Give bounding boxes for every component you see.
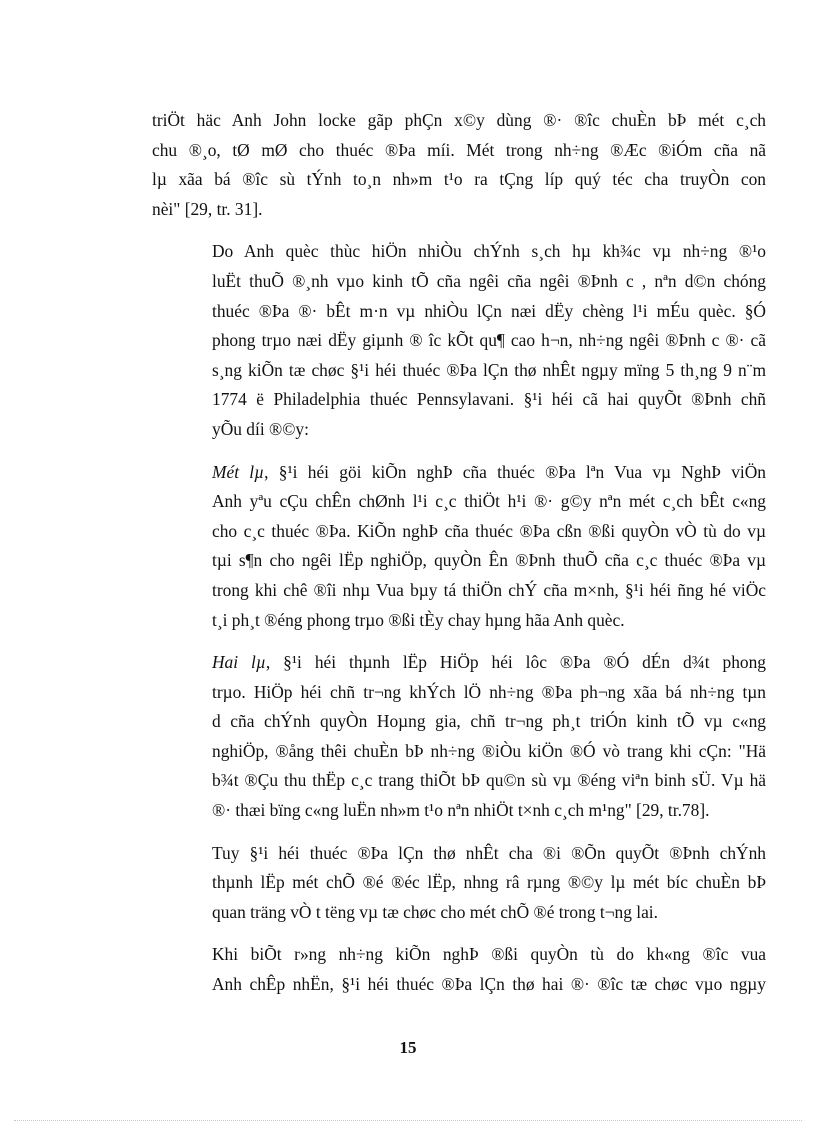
- text-line: thµnh lËp mét chÕ ®é ®éc lËp, nhng râ rµng ®©y lµ mét bíc chuÈn bÞ: [212, 872, 766, 893]
- text-line: d cña chÝnh quyÒn Hoµng gia, chñ tr¬ng ph¸t triÓn kinh tÕ vµ c«ng: [212, 711, 766, 732]
- italic-lead: Hai lµ: [212, 652, 266, 673]
- page-number: 15: [399, 1038, 417, 1057]
- body-text: [152, 106, 766, 1013]
- text-line: trµo. HiÖp héi chñ tr¬ng khÝch lÖ nh÷ng ®Þa ph¬ng xãa bá nh÷ng tµn: [212, 681, 766, 702]
- text-line: Anh yªu cÇu chÊn chØnh l¹i c¸c thiÖt h¹i ®· g©y nªn mét c¸ch bÊt c«ng: [212, 491, 766, 512]
- text-line: thuéc ®Þa ®· bÊt m·n vµ nhiÒu lÇn næi dËy chèng l¹i mÉu quèc. §Ó: [212, 300, 766, 321]
- text-line: trong khi chê ®îi nhµ Vua bµy tá thiÖn chÝ cña m×nh, §¹i héi ñng hé viÖc: [212, 579, 766, 600]
- text-line: ®· thæi bïng c«ng luËn nh»m t¹o nªn nhiÖt t×nh c¸ch m¹ng" [29, tr.78].: [212, 800, 710, 821]
- footer-divider: [14, 1120, 802, 1121]
- text-line: phong trµo næi dËy giµnh ® îc kÕt qu¶ cao h¬n, nh÷ng ngêi ®Þnh c ®· cã: [212, 330, 766, 351]
- text-line: luËt thuÕ ®¸nh vµo kinh tÕ cña ngêi cña ngêi ®Þnh c , nªn d©n chóng: [212, 270, 766, 291]
- text-line: Anh chÊp nhËn, §¹i héi thuéc ®Þa lÇn thø hai ®· ®îc tæ chøc vµo ngµy: [212, 974, 766, 995]
- paragraph-3: [152, 458, 766, 636]
- text-line-rest: , §¹i héi göi kiÕn nghÞ cña thuéc ®Þa lªn Vua vµ NghÞ viÖn: [264, 461, 766, 482]
- text-line: lµ xãa bá ®îc sù tÝnh to¸n nh»m t¹o ra tÇng líp quý téc cha truyÒn con: [152, 169, 766, 190]
- text-line: triÖt häc Anh John locke gãp phÇn x©y dùng ®· ®îc chuÈn bÞ mét c¸ch: [152, 110, 766, 130]
- paragraph-2: [152, 237, 766, 444]
- text-line: chu ®¸o, tØ mØ cho thuéc ®Þa míi. Mét trong nh÷ng ®Æc ®iÓm cña nã: [152, 139, 766, 160]
- paragraph-4: [152, 648, 766, 826]
- text-line: Do Anh quèc thùc hiÖn nhiÒu chÝnh s¸ch hµ kh¾c vµ nh÷ng ®¹o: [212, 241, 766, 262]
- text-line: yÕu díi ®©y:: [212, 418, 309, 439]
- text-line: tµi s¶n cho ngêi lËp nghiÖp, quyÒn Ên ®Þnh thuÕ cña c¸c thuéc ®Þa vµ: [212, 550, 766, 571]
- paragraph-5: [152, 839, 766, 928]
- text-line: nèi" [29, tr. 31].: [152, 198, 263, 219]
- paragraph-1: [152, 106, 766, 224]
- paragraph-6: [152, 940, 766, 999]
- text-line: nghiÖp, ®ång thêi chuÈn bÞ nh÷ng ®iÒu kiÖn ®Ó vò trang khi cÇn: "Hä: [212, 740, 766, 761]
- text-line-rest: , §¹i héi thµnh lËp HiÖp héi lôc ®Þa ®Ó dÉn d¾t phong: [265, 652, 766, 673]
- text-line: quan träng vÒ t tëng vµ tæ chøc cho mét chÕ ®é trong t¬ng lai.: [212, 901, 658, 922]
- text-line: [152, 458, 766, 488]
- text-line: 1774 ë Philadelphia thuéc Pennsylavani. §¹i héi cã hai quyÕt ®Þnh chñ: [212, 389, 766, 410]
- text-line: Tuy §¹i héi thuéc ®Þa lÇn thø nhÊt cha ®i ®Õn quyÕt ®Þnh chÝnh: [212, 842, 766, 863]
- text-line: s¸ng kiÕn tæ chøc §¹i héi thuéc ®Þa lÇn thø nhÊt ngµy mïng 5 th¸ng 9 n¨m: [212, 359, 766, 380]
- text-line: t¸i ph¸t ®éng phong trµo ®ßi tÈy chay hµng hãa Anh quèc.: [212, 609, 625, 630]
- text-line: b¾t ®Çu thu thËp c¸c trang thiÕt bÞ qu©n sù vµ ®éng viªn binh sÜ. Vµ hä: [212, 770, 766, 791]
- text-line: Khi biÕt r»ng nh÷ng kiÕn nghÞ ®ßi quyÒn tù do kh«ng ®îc vua: [212, 944, 766, 965]
- italic-lead: Mét lµ: [212, 461, 265, 482]
- text-line: cho c¸c thuéc ®Þa. KiÕn nghÞ cña thuéc ®Þa cßn ®ßi quyÒn vÒ tù do vµ: [212, 520, 766, 541]
- text-line: [152, 648, 766, 678]
